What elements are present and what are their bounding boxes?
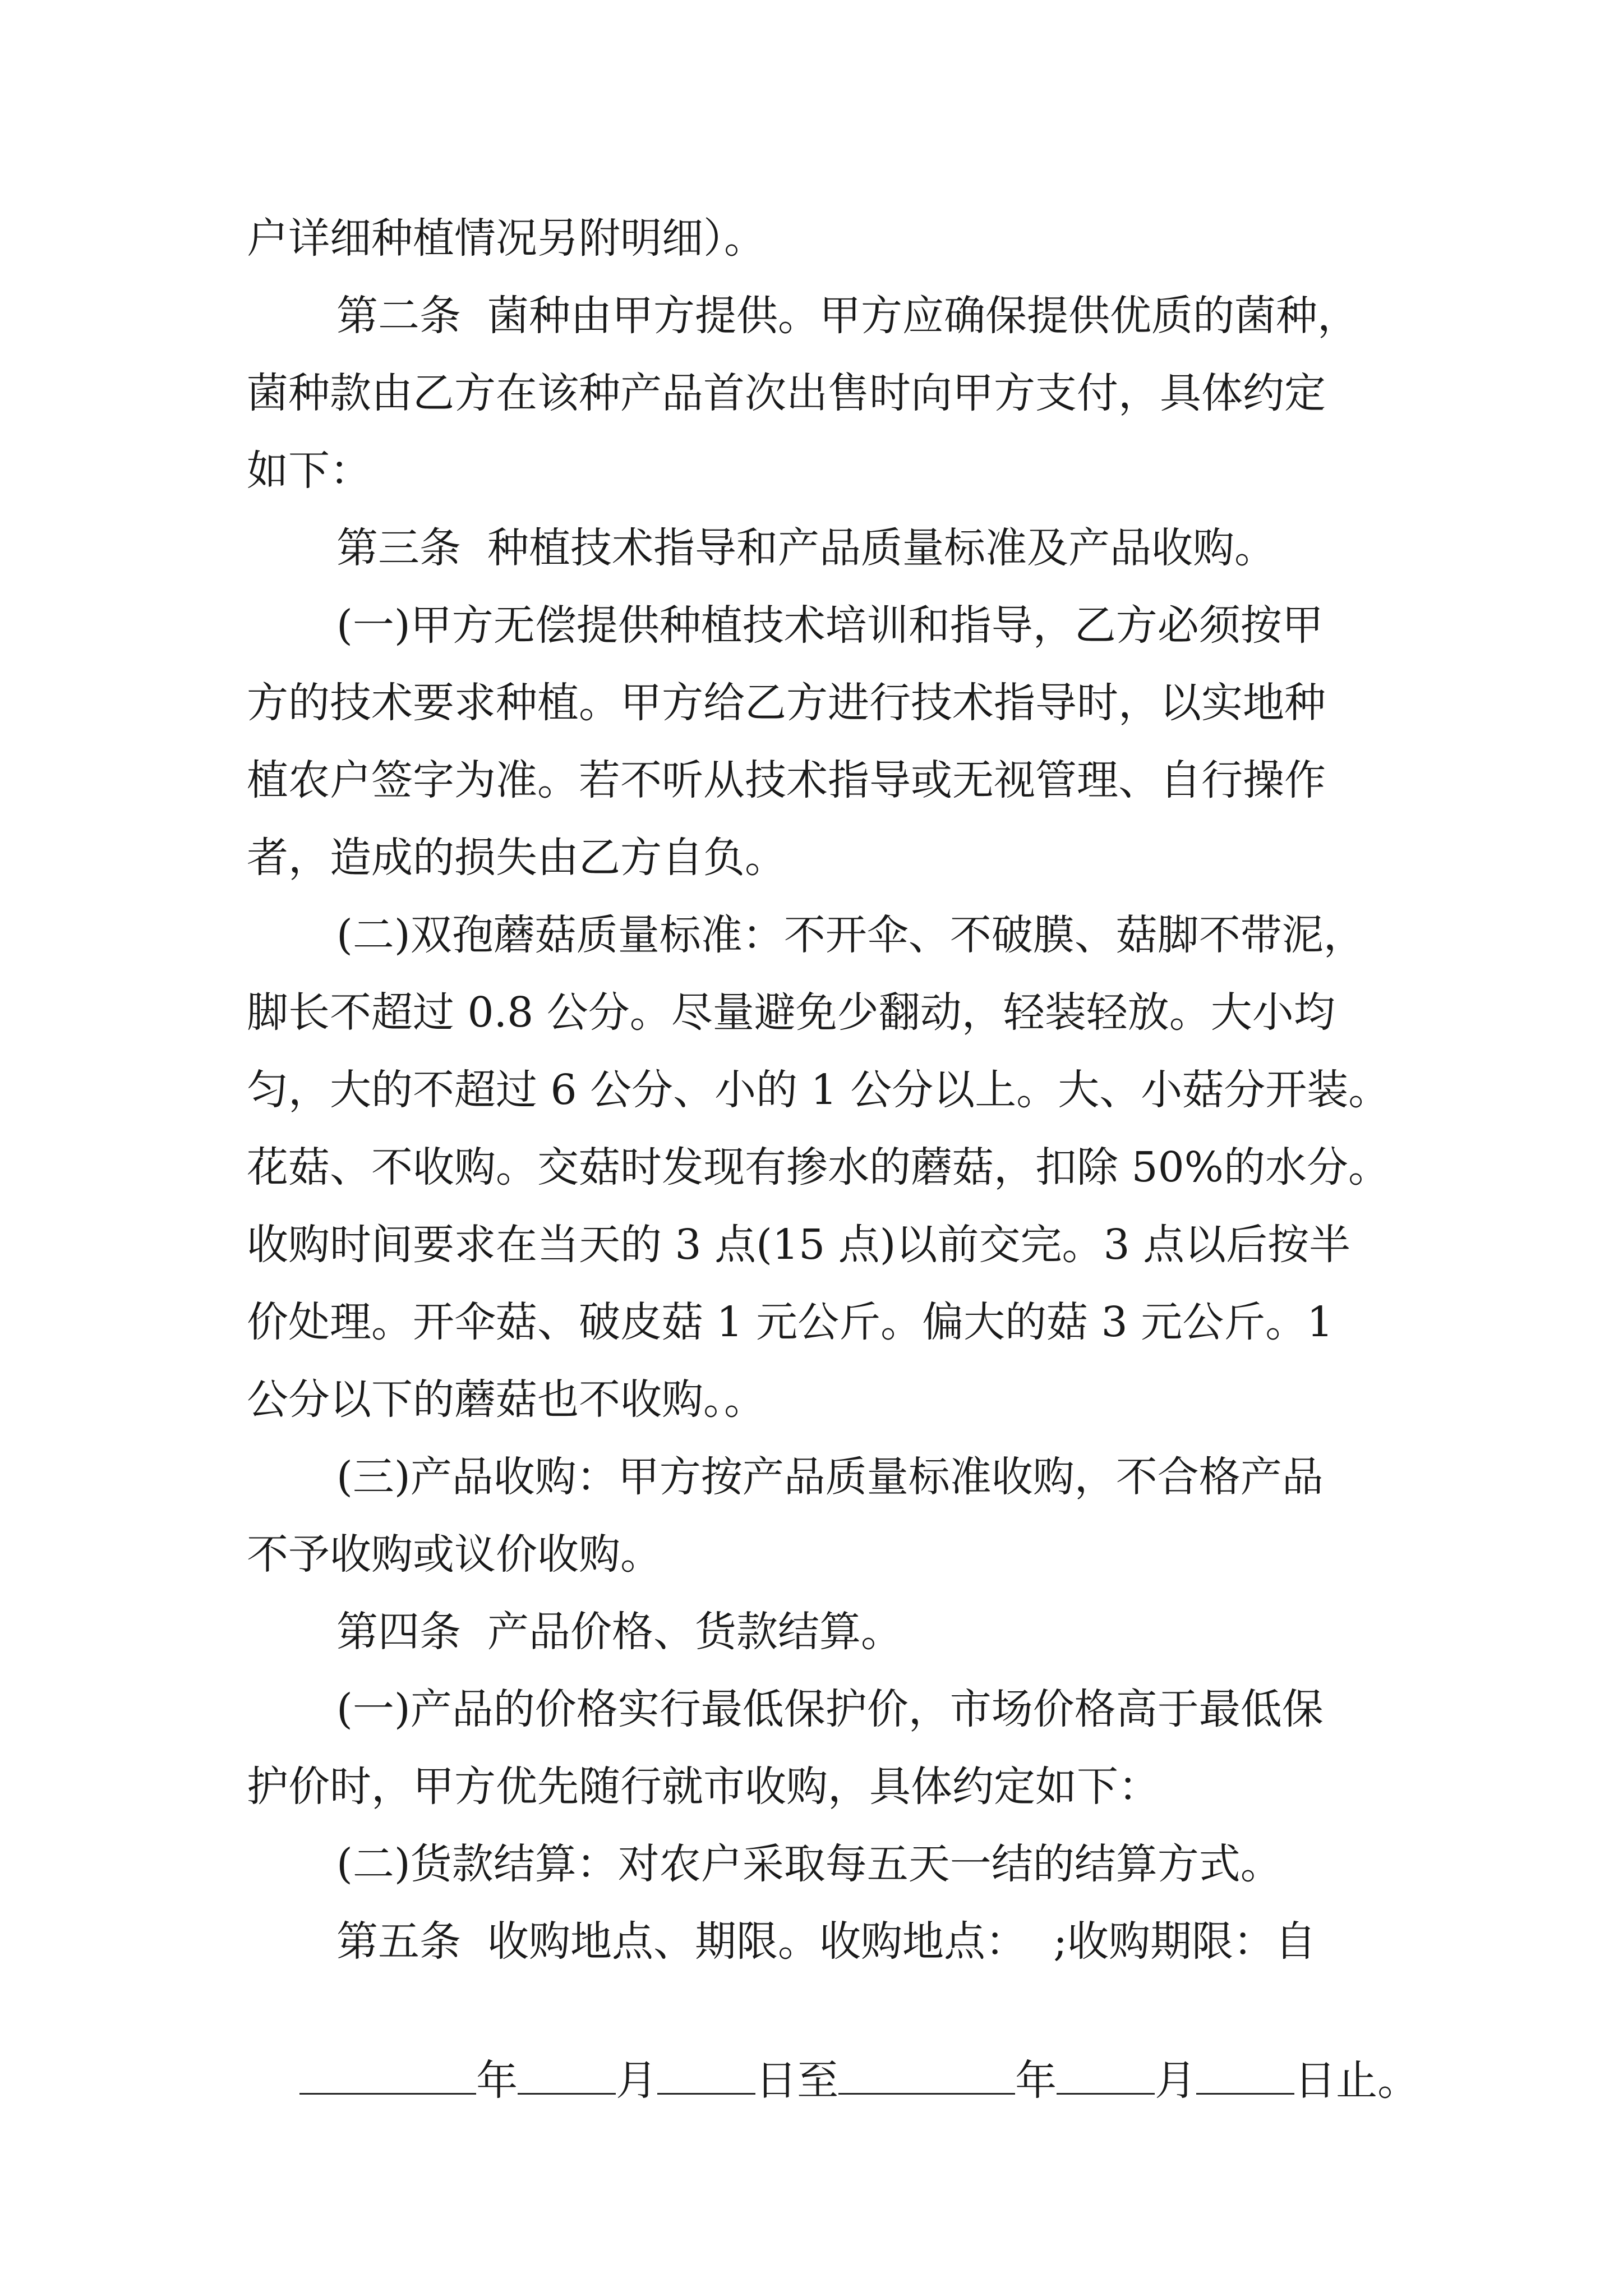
text-line: 者，造成的损失由乙方自负。 [247,834,786,882]
date-range-line [247,1988,1419,2105]
start-year-blank[interactable] [299,2054,476,2095]
text-line: 价处理。开伞菇、破皮菇 1 元公斤。偏大的菇 3 元公斤。1 [247,1298,1334,1346]
start-year-label: 年 [476,2056,518,2105]
end-day-blank[interactable] [1196,2054,1294,2095]
text-line: 菌种款由乙方在该种产品首次出售时向甲方支付，具体约定 [247,369,1326,417]
text-line: 匀，大的不超过 6 公分、小的 1 公分以上。大、小菇分开装。 [247,1066,1390,1114]
start-day-label: 日至 [755,2056,839,2105]
end-year-blank[interactable] [838,2054,1015,2095]
text-line: 植农户签字为准。若不听从技术指导或无视管理、自行操作 [247,756,1326,804]
article-5: 第五条 收购地点、期限。收购地点： ;收购期限：自 [336,1917,1317,1966]
clause-3-2: (二)双孢蘑菇质量标准：不开伞、不破膜、菇脚不带泥， [336,911,1365,959]
start-month-label: 月 [616,2056,658,2105]
clause-3-3: (三)产品收购：甲方按产品质量标准收购，不合格产品 [336,1453,1324,1501]
clause-3-1: (一)甲方无偿提供种植技术培训和指导，乙方必须按甲 [336,601,1324,650]
text-line: 如下： [247,447,371,495]
end-month-label: 月 [1155,2056,1197,2105]
text-line: 不予收购或议价收购。 [247,1530,662,1579]
end-month-blank[interactable] [1057,2054,1155,2095]
clause-4-1: (一)产品的价格实行最低保护价，市场价格高于最低保 [336,1685,1324,1733]
text-line: 户详细种植情况另附明细）。 [247,214,766,263]
end-day-label: 日止。 [1294,2056,1419,2105]
start-day-blank[interactable] [657,2054,755,2095]
text-line: 花菇、不收购。交菇时发现有掺水的蘑菇，扣除 50%的水分。 [247,1143,1390,1191]
article-2: 第二条 菌种由甲方提供。甲方应确保提供优质的菌种， [336,292,1359,340]
text-line: 护价时，甲方优先随行就市收购，具体约定如下： [247,1763,1160,1811]
end-year-label: 年 [1015,2056,1057,2105]
start-month-blank[interactable] [518,2054,616,2095]
article-3: 第三条 种植技术指导和产品质量标准及产品收购。 [336,524,1276,572]
text-line: 公分以下的蘑菇也不收购。。 [247,1375,766,1424]
article-4: 第四条 产品价格、货款结算。 [336,1608,903,1656]
clause-4-2: (二)货款结算：对农户采取每五天一结的结算方式。 [336,1840,1282,1888]
text-line: 收购时间要求在当天的 3 点(15 点)以前交完。3 点以后按半 [247,1221,1351,1269]
text-line: 方的技术要求种植。甲方给乙方进行技术指导时，以实地种 [247,679,1326,727]
text-line: 脚长不超过 0.8 公分。尽量避免少翻动，轻装轻放。大小均 [247,988,1335,1037]
